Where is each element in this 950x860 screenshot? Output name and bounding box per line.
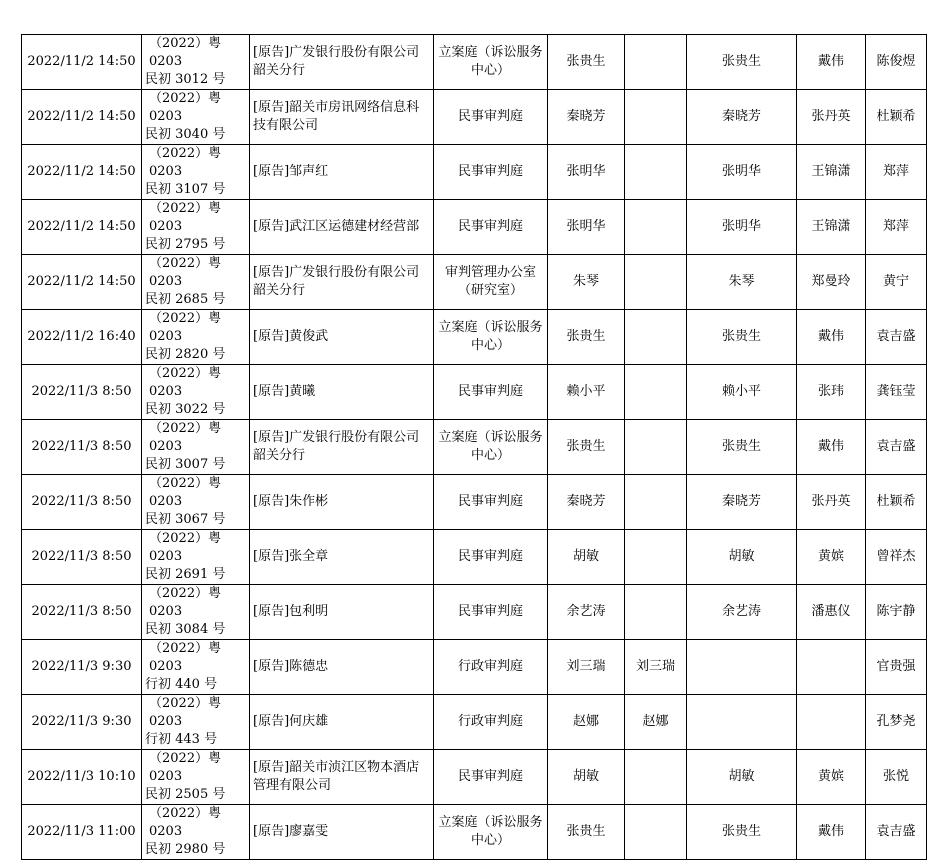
hearing-time-cell: 2022/11/2 14:50 (22, 200, 142, 255)
department-cell: 行政审判庭 (434, 640, 548, 695)
party-cell: [原告]朱作彬 (250, 475, 434, 530)
panel-member-2-cell: 杜颖希 (866, 90, 927, 145)
panel-member-2-cell: 孔梦尧 (866, 695, 927, 750)
panel-member-cell: 张玮 (797, 365, 866, 420)
party-cell: [原告]何庆雄 (250, 695, 434, 750)
presiding-judge-cell: 张贵生 (687, 420, 797, 475)
party-cell: [原告]包利明 (250, 585, 434, 640)
hearing-time-cell: 2022/11/2 14:50 (22, 145, 142, 200)
presiding-judge-cell: 张贵生 (687, 805, 797, 860)
judge-cell: 秦晓芳 (548, 475, 625, 530)
clerk-cell (625, 200, 687, 255)
clerk-cell (625, 145, 687, 200)
department-cell: 民事审判庭 (434, 145, 548, 200)
case-serial: 民初 2795 号 (145, 237, 226, 252)
case-number-cell (142, 750, 250, 805)
presiding-judge-cell: 赖小平 (687, 365, 797, 420)
party-cell: [原告]韶关市房讯网络信息科技有限公司 (250, 90, 434, 145)
hearing-time-cell: 2022/11/2 14:50 (22, 255, 142, 310)
case-serial: 民初 2505 号 (145, 787, 226, 802)
clerk-cell: 赵娜 (625, 695, 687, 750)
panel-member-2-cell: 陈宇静 (866, 585, 927, 640)
table-row (22, 475, 927, 530)
case-serial: 民初 3040 号 (145, 127, 226, 142)
hearing-time-cell: 2022/11/2 14:50 (22, 35, 142, 90)
party-cell: [原告]广发银行股份有限公司韶关分行 (250, 35, 434, 90)
clerk-cell (625, 750, 687, 805)
case-number-cell (142, 420, 250, 475)
case-number-cell (142, 640, 250, 695)
panel-member-2-cell: 陈俊煜 (866, 35, 927, 90)
hearing-time-cell: 2022/11/3 8:50 (22, 365, 142, 420)
case-serial: 民初 3007 号 (145, 457, 226, 472)
party-cell: [原告]韶关市浈江区物本酒店管理有限公司 (250, 750, 434, 805)
presiding-judge-cell: 秦晓芳 (687, 90, 797, 145)
department-cell: 行政审判庭 (434, 695, 548, 750)
presiding-judge-cell: 胡敏 (687, 750, 797, 805)
panel-member-cell: 戴伟 (797, 420, 866, 475)
table-row (22, 365, 927, 420)
department-cell: 民事审判庭 (434, 475, 548, 530)
judge-cell: 张贵生 (548, 420, 625, 475)
judge-cell: 朱琴 (548, 255, 625, 310)
hearing-time-cell: 2022/11/3 8:50 (22, 585, 142, 640)
judge-cell: 张贵生 (548, 805, 625, 860)
case-number-cell (142, 145, 250, 200)
clerk-cell (625, 530, 687, 585)
hearing-time-cell: 2022/11/3 8:50 (22, 530, 142, 585)
presiding-judge-cell (687, 695, 797, 750)
judge-cell: 胡敏 (548, 750, 625, 805)
hearing-time-cell: 2022/11/2 16:40 (22, 310, 142, 365)
judge-cell: 张明华 (548, 145, 625, 200)
department-cell: 民事审判庭 (434, 585, 548, 640)
panel-member-cell (797, 695, 866, 750)
case-number-cell (142, 365, 250, 420)
panel-member-cell: 郑曼玲 (797, 255, 866, 310)
clerk-cell (625, 35, 687, 90)
table-row (22, 805, 927, 860)
case-court-code: （2022）粤 0203 (149, 201, 222, 234)
panel-member-2-cell: 袁吉盛 (866, 805, 927, 860)
case-serial: 民初 2980 号 (145, 842, 226, 857)
panel-member-cell (797, 640, 866, 695)
clerk-cell (625, 475, 687, 530)
department-cell: 立案庭（诉讼服务中心） (434, 420, 548, 475)
hearing-time-cell: 2022/11/3 8:50 (22, 475, 142, 530)
judge-cell: 赖小平 (548, 365, 625, 420)
panel-member-cell: 戴伟 (797, 310, 866, 365)
panel-member-2-cell: 张悦 (866, 750, 927, 805)
party-cell: [原告]广发银行股份有限公司韶关分行 (250, 255, 434, 310)
panel-member-cell: 张丹英 (797, 475, 866, 530)
case-serial: 行初 440 号 (145, 677, 218, 692)
judge-cell: 张贵生 (548, 35, 625, 90)
presiding-judge-cell: 张明华 (687, 200, 797, 255)
department-cell: 民事审判庭 (434, 530, 548, 585)
table-row (22, 255, 927, 310)
case-number-cell (142, 35, 250, 90)
panel-member-cell: 潘惠仪 (797, 585, 866, 640)
party-cell: [原告]黄俊武 (250, 310, 434, 365)
table-row (22, 90, 927, 145)
panel-member-2-cell: 袁吉盛 (866, 310, 927, 365)
party-cell: [原告]广发银行股份有限公司韶关分行 (250, 420, 434, 475)
case-serial: 民初 3067 号 (145, 512, 226, 527)
hearing-time-cell: 2022/11/3 9:30 (22, 640, 142, 695)
party-cell: [原告]武江区运德建材经营部 (250, 200, 434, 255)
department-cell: 民事审判庭 (434, 90, 548, 145)
department-cell: 立案庭（诉讼服务中心） (434, 805, 548, 860)
presiding-judge-cell: 张贵生 (687, 310, 797, 365)
party-cell: [原告]张全章 (250, 530, 434, 585)
case-number-cell (142, 475, 250, 530)
panel-member-cell: 黄嫔 (797, 530, 866, 585)
clerk-cell: 刘三瑞 (625, 640, 687, 695)
party-cell: [原告]黄曦 (250, 365, 434, 420)
case-number-cell (142, 200, 250, 255)
case-number-cell (142, 695, 250, 750)
panel-member-2-cell: 郑萍 (866, 145, 927, 200)
panel-member-cell: 王锦潇 (797, 200, 866, 255)
case-serial: 民初 3107 号 (145, 182, 226, 197)
hearing-time-cell: 2022/11/3 9:30 (22, 695, 142, 750)
case-court-code: （2022）粤 0203 (149, 586, 222, 619)
case-number-cell (142, 310, 250, 365)
case-court-code: （2022）粤 0203 (149, 256, 222, 289)
case-number-cell (142, 255, 250, 310)
clerk-cell (625, 310, 687, 365)
case-court-code: （2022）粤 0203 (149, 91, 222, 124)
case-number-cell (142, 585, 250, 640)
panel-member-cell: 戴伟 (797, 35, 866, 90)
court-schedule-table (21, 34, 927, 860)
department-cell: 审判管理办公室（研究室） (434, 255, 548, 310)
table-row (22, 530, 927, 585)
case-serial: 民初 3084 号 (145, 622, 226, 637)
table-row (22, 750, 927, 805)
department-cell: 民事审判庭 (434, 365, 548, 420)
table-row (22, 145, 927, 200)
panel-member-2-cell: 龚钰莹 (866, 365, 927, 420)
department-cell: 民事审判庭 (434, 200, 548, 255)
presiding-judge-cell: 余艺涛 (687, 585, 797, 640)
case-court-code: （2022）粤 0203 (149, 476, 222, 509)
table-row (22, 200, 927, 255)
party-cell: [原告]陈德忠 (250, 640, 434, 695)
case-court-code: （2022）粤 0203 (149, 806, 222, 839)
judge-cell: 刘三瑞 (548, 640, 625, 695)
presiding-judge-cell: 秦晓芳 (687, 475, 797, 530)
judge-cell: 胡敏 (548, 530, 625, 585)
case-serial: 行初 443 号 (145, 732, 218, 747)
case-number-cell (142, 805, 250, 860)
presiding-judge-cell: 胡敏 (687, 530, 797, 585)
judge-cell: 张明华 (548, 200, 625, 255)
panel-member-cell: 戴伟 (797, 805, 866, 860)
case-serial: 民初 2691 号 (145, 567, 226, 582)
department-cell: 立案庭（诉讼服务中心） (434, 35, 548, 90)
panel-member-2-cell: 郑萍 (866, 200, 927, 255)
case-court-code: （2022）粤 0203 (149, 311, 222, 344)
judge-cell: 秦晓芳 (548, 90, 625, 145)
clerk-cell (625, 420, 687, 475)
party-cell: [原告]廖嘉雯 (250, 805, 434, 860)
panel-member-cell: 王锦潇 (797, 145, 866, 200)
case-court-code: （2022）粤 0203 (149, 531, 222, 564)
case-court-code: （2022）粤 0203 (149, 641, 222, 674)
judge-cell: 张贵生 (548, 310, 625, 365)
presiding-judge-cell: 朱琴 (687, 255, 797, 310)
clerk-cell (625, 585, 687, 640)
department-cell: 民事审判庭 (434, 750, 548, 805)
hearing-time-cell: 2022/11/2 14:50 (22, 90, 142, 145)
case-serial: 民初 2685 号 (145, 292, 226, 307)
clerk-cell (625, 805, 687, 860)
table-row (22, 420, 927, 475)
panel-member-2-cell: 官贵强 (866, 640, 927, 695)
hearing-time-cell: 2022/11/3 8:50 (22, 420, 142, 475)
hearing-time-cell: 2022/11/3 10:10 (22, 750, 142, 805)
case-number-cell (142, 530, 250, 585)
table-row (22, 695, 927, 750)
clerk-cell (625, 365, 687, 420)
panel-member-cell: 黄嫔 (797, 750, 866, 805)
case-court-code: （2022）粤 0203 (149, 421, 222, 454)
table-row (22, 310, 927, 365)
case-court-code: （2022）粤 0203 (149, 36, 222, 69)
case-number-cell (142, 90, 250, 145)
presiding-judge-cell: 张贵生 (687, 35, 797, 90)
case-court-code: （2022）粤 0203 (149, 146, 222, 179)
judge-cell: 余艺涛 (548, 585, 625, 640)
case-court-code: （2022）粤 0203 (149, 366, 222, 399)
case-court-code: （2022）粤 0203 (149, 696, 222, 729)
table-row (22, 640, 927, 695)
panel-member-2-cell: 袁吉盛 (866, 420, 927, 475)
case-serial: 民初 3022 号 (145, 402, 226, 417)
party-cell: [原告]邹声红 (250, 145, 434, 200)
panel-member-2-cell: 杜颖希 (866, 475, 927, 530)
clerk-cell (625, 255, 687, 310)
case-serial: 民初 2820 号 (145, 347, 226, 362)
presiding-judge-cell (687, 640, 797, 695)
clerk-cell (625, 90, 687, 145)
department-cell: 立案庭（诉讼服务中心） (434, 310, 548, 365)
presiding-judge-cell: 张明华 (687, 145, 797, 200)
case-court-code: （2022）粤 0203 (149, 751, 222, 784)
panel-member-2-cell: 曾祥杰 (866, 530, 927, 585)
case-serial: 民初 3012 号 (145, 72, 226, 87)
table-row (22, 35, 927, 90)
table-row (22, 585, 927, 640)
panel-member-cell: 张丹英 (797, 90, 866, 145)
judge-cell: 赵娜 (548, 695, 625, 750)
hearing-time-cell: 2022/11/3 11:00 (22, 805, 142, 860)
panel-member-2-cell: 黄宁 (866, 255, 927, 310)
